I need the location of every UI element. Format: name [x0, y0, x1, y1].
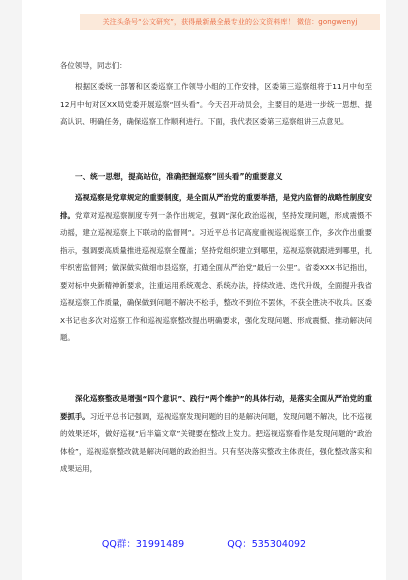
- paragraph-body: 习近平总书记强调，巡视巡察发现问题的目的是解决问题，发现问题不解决，比不巡视的效果还坏，做好巡视“后半篇文章”关键要在整改上发力。把巡视巡察看作是发现问题的“政治体检”，巡视巡察整改就是解决问题的政治担当。只有坚决落实整改主体责任，强化整改落实和成果运用，: [60, 411, 372, 473]
- paragraph-lead: 巡视巡察是党章规定的重要制度，是全面从严治党的重要举措，是党内监督的战略性制度安排。: [60, 193, 372, 220]
- contact-footer: [22, 538, 386, 552]
- salutation: 各位领导，同志们：: [60, 61, 127, 70]
- document-page: [22, 0, 386, 580]
- body-paragraph-1: [60, 189, 372, 347]
- promo-banner: 关注头条号“公文研究”，获得最新最全最专业的公文资料库！ 微信：gongwenyj: [80, 14, 380, 30]
- paragraph-body: 党章对巡视巡察制度专列一条作出规定，强调“深化政治巡视，坚持发现问题，形成震慑不动摇，建立巡视巡察上下联动的监督网”。习近平总书记高度重视巡视巡察工作，多次作出重要指示，强调要高质量推进巡视巡察全覆盖；坚持党组织建立到哪里，巡视巡察就跟进到哪里，扎牢织密监督网；做深做实做细市县巡察，打通全面从严治党“最后一公里”。省委XXX书记指出，要对标中央新精神新要求，注重运用系统观念、系统办法，持续改进、迭代升级，全面提升我省巡视巡察工作质量，确保做到问题不解决不松手，整改不到位不罢休，不获全胜决不收兵。区委X书记也多次对巡察工作和巡视巡察整改提出明确要求，强化发现问题、形成震慑、推动解决问题。: [60, 210, 372, 342]
- section-heading: 一、统一思想，提高站位，准确把握巡察“回头看”的重要意义: [75, 172, 283, 181]
- paragraph-lead: 深化巡察整改是增强“四个意识”、践行“两个维护”的具体行动，是落实全面从严治党的重要抓手。: [60, 394, 372, 421]
- qq-contact-link[interactable]: QQ：535304092: [227, 539, 307, 550]
- body-paragraph-2: [60, 390, 372, 478]
- intro-paragraph: 根据区委统一部署和区委巡察工作领导小组的工作安排，区委第三巡察组将于11月中旬至12月中旬对区XX局党委开展巡察“回头看”。今天召开动员会，主要目的是进一步统一思想、提高认识、明确任务，确保巡察工作顺利进行。下面，我代表区委第三巡察组讲三点意见。: [60, 82, 372, 126]
- qq-group-link[interactable]: QQ群：31991489: [101, 539, 185, 550]
